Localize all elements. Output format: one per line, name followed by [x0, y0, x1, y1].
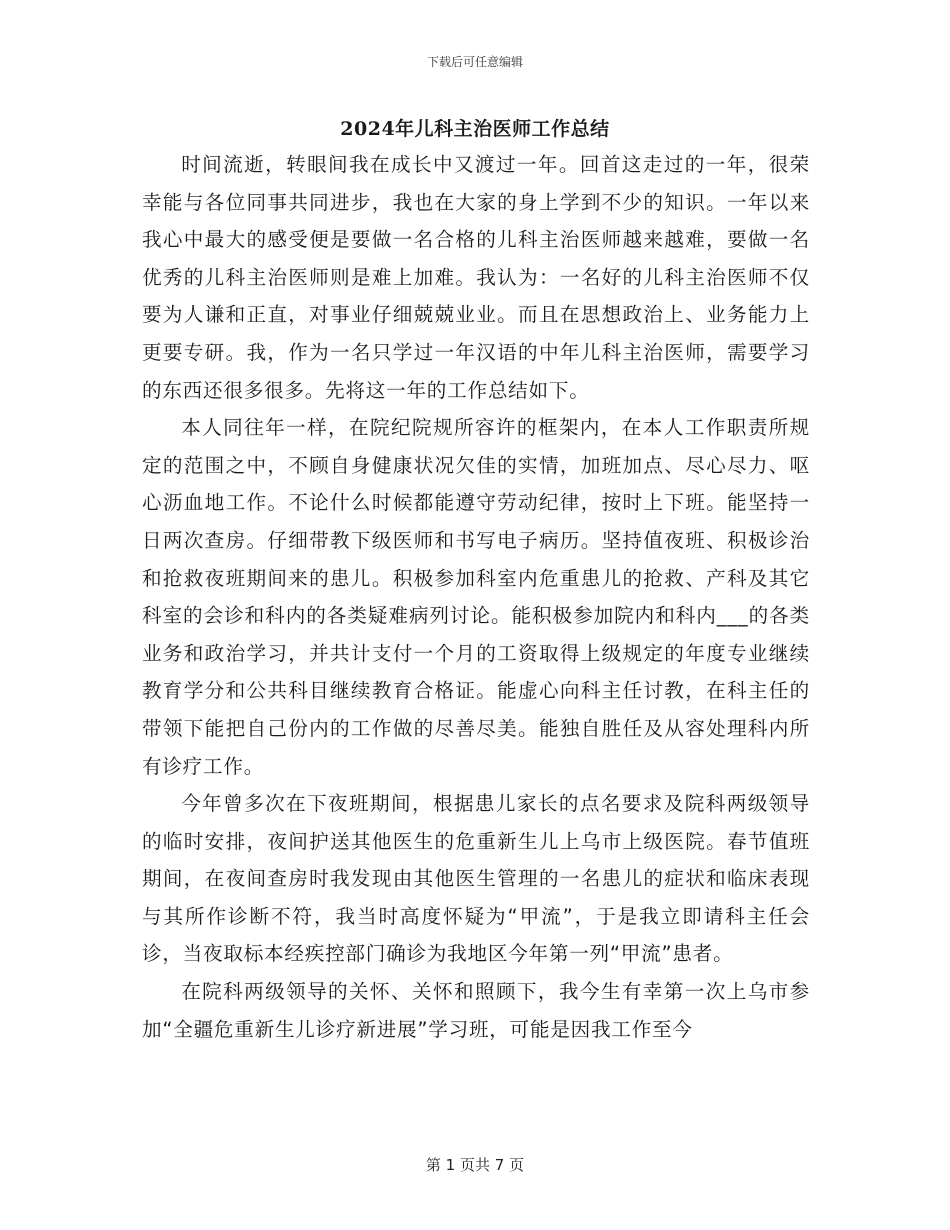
paragraph-1: 时间流逝，转眼间我在成长中又渡过一年。回首这走过的一年，很荣幸能与各位同事共同进步，我也在大家的身上学到不少的知识。一年以来我心中最大的感受便是要做一名合格的儿科主治医师越来越难，要做一名优秀的儿科主治医师则是难上加难。我认为：一名好的儿科主治医师不仅要为人谦和正直，对事业仔细兢兢业业。而且在思想政治上、业务能力上更要专研。我，作为一名只学过一年汉语的中年儿科主治医师，需要学习的东西还很多很多。先将这一年的工作总结如下。	[142, 153, 810, 402]
document-title: 2024年儿科主治医师工作总结	[340, 118, 610, 140]
page-number: 第 1 页共 7 页	[425, 1156, 525, 1174]
paragraph-2: 本人同往年一样，在院纪院规所容许的框架内，在本人工作职责所规定的范围之中，不顾自身健康状况欠佳的实情，加班加点、尽心尽力、呕心沥血地工作。不论什么时候都能遵守劳动纪律，按时上下班。能坚持一日两次查房。仔细带教下级医师和书写电子病历。坚持值夜班、积极诊治和抢救夜班期间来的患儿。积极参加科室内危重患儿的抢救、产科及其它科室的会诊和科内的各类疑难病列讨论。能积极参加院内和科内___的各类业务和政治学习，并共计支付一个月的工资取得上级规定的年度专业继续教育学分和公共科目继续教育合格证。能虚心向科主任讨教，在科主任的带领下能把自己份内的工作做的尽善尽美。能独自胜任及从容处理科内所有诊疗工作。	[142, 416, 810, 778]
paragraph-4: 在院科两级领导的关怀、关怀和照顾下，我今生有幸第一次上乌市参加“全疆危重新生儿诊疗新进展”学习班，可能是因我工作至今	[142, 980, 810, 1041]
page-header: 下载后可任意编辑	[426, 55, 523, 69]
paragraph-3: 今年曾多次在下夜班期间，根据患儿家长的点名要求及院科两级领导的临时安排，夜间护送其他医生的危重新生儿上乌市上级医院。春节值班期间，在夜间查房时我发现由其他医生管理的一名患儿的症状和临床表现与其所作诊断不符，我当时高度怀疑为“甲流”，于是我立即请科主任会诊，当夜取标本经疾控部门确诊为我地区今年第一列“甲流”患者。	[142, 792, 810, 966]
document-body	[142, 146, 810, 1048]
